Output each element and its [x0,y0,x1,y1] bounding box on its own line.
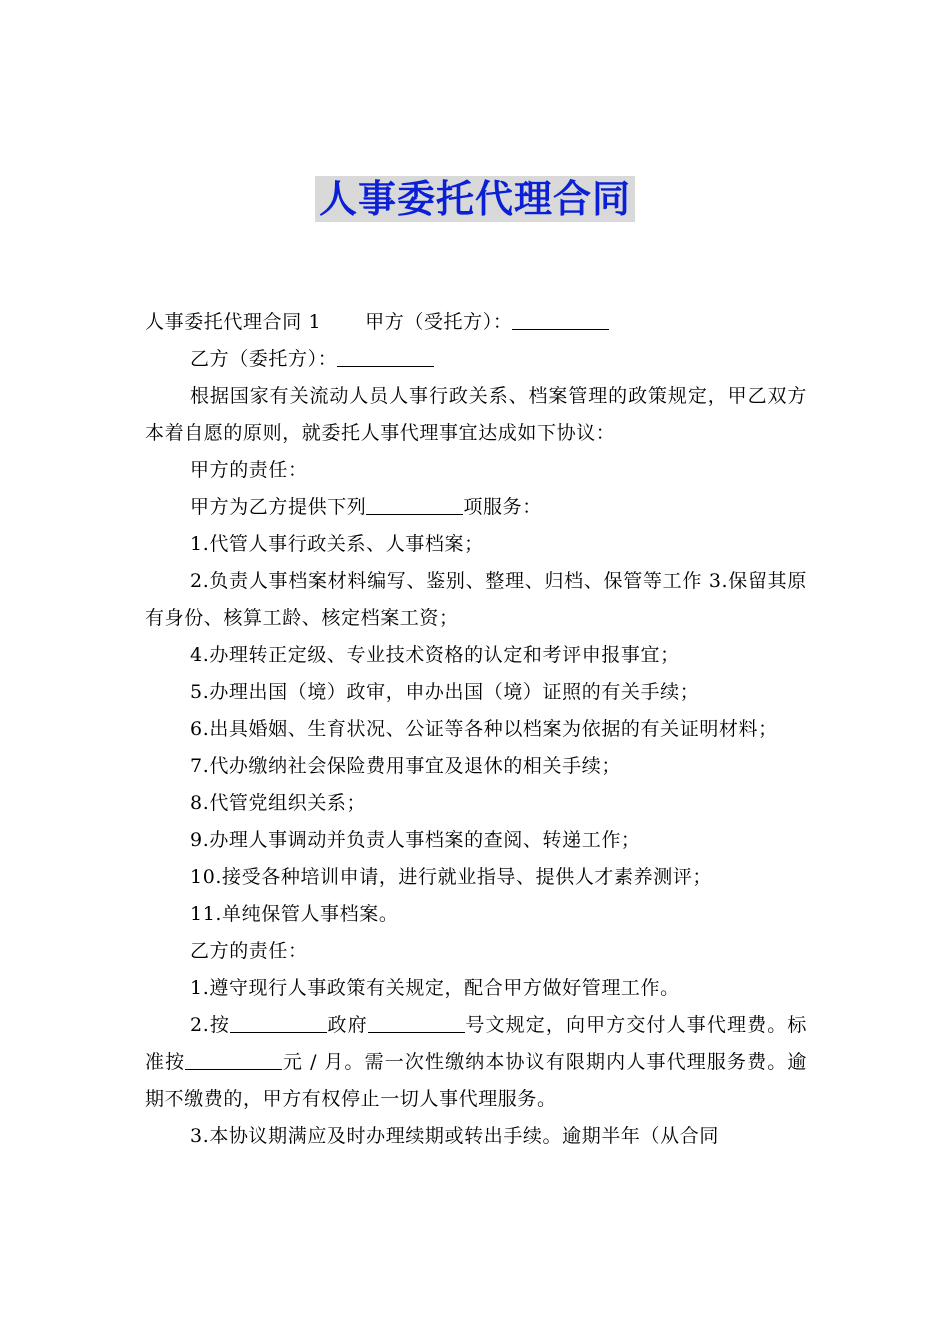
fee-text-4: 元 / 月。需一次性缴纳本协议有限期内人事代理服务费。逾期不缴费的，甲方有权停止一切人事代理服务。 [145,1051,807,1110]
party-a-item: 4.办理转正定级、专业技术资格的认定和考评申报事宜； [190,644,680,666]
party-b-label: 乙方（委托方）： [190,348,338,370]
title-container [0,176,950,222]
party-a-item: 7.代办缴纳社会保险费用事宜及退休的相关手续； [190,755,621,777]
fee-blank-3 [185,1047,282,1070]
fee-text-2: 政府 [327,1014,368,1036]
fee-blank-1 [230,1010,327,1033]
party-b-blank [337,344,434,367]
services-blank [366,492,463,515]
fee-text-3: 号文规定，向甲方交付人事代理费。标准按 [145,1014,808,1073]
party-b-item: 3.本协议期满应及时办理续期或转出手续。逾期半年（从合同 [190,1125,719,1147]
party-b-item: 1.遵守现行人事政策有关规定，配合甲方做好管理工作。 [190,977,680,999]
document-title: 人事委托代理合同 [315,176,635,222]
fee-text-1: 2.按 [190,1014,230,1036]
document-body [145,304,807,1155]
intro-paragraph: 根据国家有关流动人员人事行政关系、档案管理的政策规定，甲乙双方本着自愿的原则，就委托人事代理事宜达成如下协议： [145,385,807,444]
party-b-duties-heading: 乙方的责任： [190,940,308,962]
fee-blank-2 [368,1010,465,1033]
party-a-item: 2.负责人事档案材料编写、鉴别、整理、归档、保管等工作 3.保留其原有身份、核算工龄、核定档案工资； [145,570,807,629]
party-a-item: 8.代管党组织关系； [190,792,367,814]
party-a-item: 10.接受各种培训申请，进行就业指导、提供人才素养测评； [190,866,713,888]
contract-lead: 人事委托代理合同 1 [145,311,322,333]
services-line [145,489,807,526]
services-before: 甲方为乙方提供下列 [190,496,367,518]
party-a-item: 5.办理出国（境）政审，申办出国（境）证照的有关手续； [190,681,700,703]
party-a-blank [512,307,609,330]
party-a-item: 1.代管人事行政关系、人事档案； [190,533,484,555]
party-a-item: 6.出具婚姻、生育状况、公证等各种以档案为依据的有关证明材料； [190,718,778,740]
party-a-item: 9.办理人事调动并负责人事档案的查阅、转递工作； [190,829,641,851]
party-b-line [145,341,807,378]
header-line [145,304,807,341]
party-a-label: 甲方（受托方）： [365,311,513,333]
services-after: 项服务： [463,496,542,518]
party-a-duties-heading: 甲方的责任： [190,459,308,481]
party-b-item [145,1007,807,1118]
party-a-item: 11.单纯保管人事档案。 [190,903,399,925]
